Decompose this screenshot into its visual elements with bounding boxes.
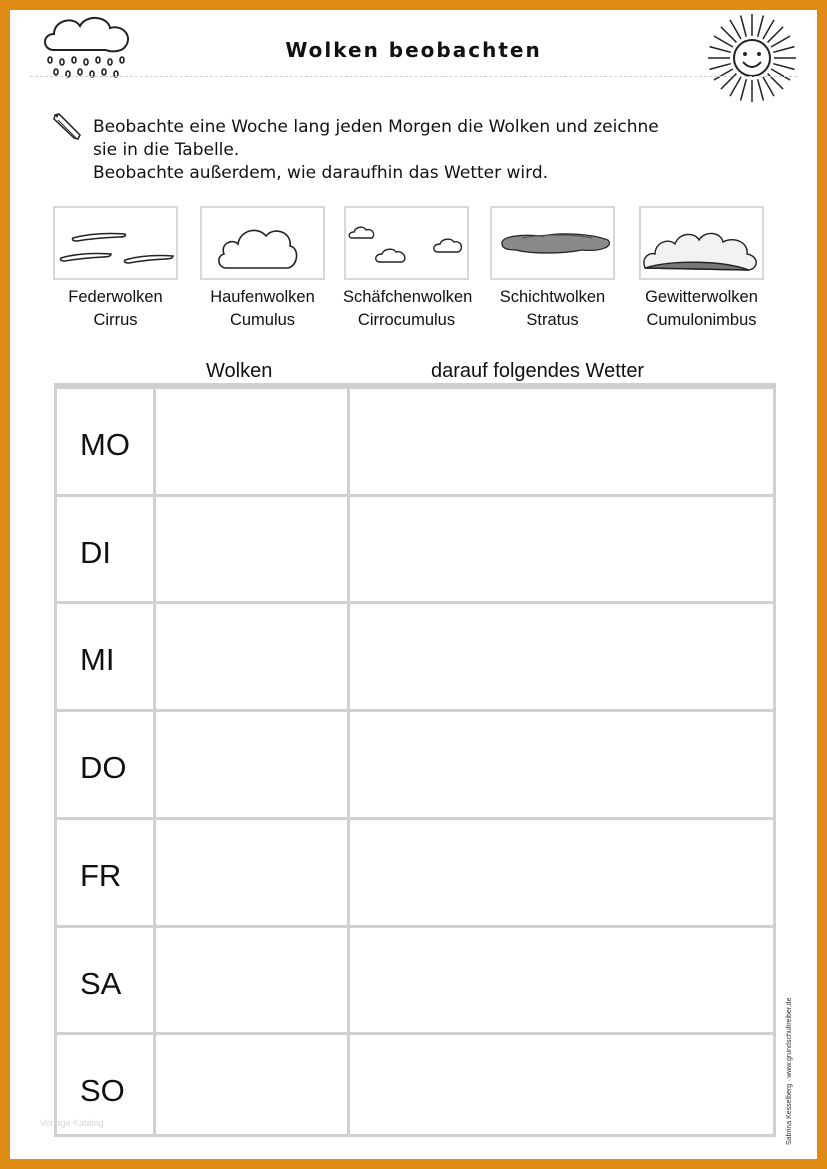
cloud-type-name: Schäfchenwolken — [343, 288, 473, 306]
smiling-sun-icon — [706, 12, 798, 109]
instruction-line: sie in die Tabelle. — [93, 140, 240, 160]
table-row — [57, 1032, 773, 1140]
instruction-line: Beobachte eine Woche lang jeden Morgen die Wolken und zeichne — [93, 117, 659, 137]
page-title: Wolken beobachten — [285, 38, 542, 62]
table-row — [57, 494, 773, 602]
observation-table — [54, 383, 776, 1137]
cloud-type-cumulus — [199, 206, 326, 332]
cloud-type-cirrus — [52, 206, 179, 332]
cloud-type-name: Gewitterwolken — [645, 288, 758, 306]
cloud-type-latin: Cirrus — [93, 311, 138, 329]
day-label: DI — [80, 534, 111, 570]
cumulus-cloud-icon — [200, 206, 325, 280]
header-divider — [30, 76, 797, 77]
day-label: SA — [80, 965, 122, 1001]
cloud-type-latin: Cirrocumulus — [357, 311, 456, 329]
cirrocumulus-cloud-icon — [344, 206, 469, 280]
cloud-type-cumulonimbus — [638, 206, 765, 332]
day-label: MI — [80, 642, 115, 678]
day-label: SO — [80, 1073, 125, 1109]
table-row — [57, 601, 773, 709]
cloud-type-name: Haufenwolken — [210, 288, 315, 306]
pencil-icon — [52, 112, 82, 147]
watermark: Vorlage Katalog — [40, 1118, 104, 1128]
day-label: DO — [80, 750, 127, 786]
column-header-wetter: darauf folgendes Wetter — [431, 360, 645, 382]
cloud-type-cirrocumulus — [343, 206, 473, 332]
cirrus-cloud-icon — [53, 206, 178, 280]
instructions — [93, 116, 659, 185]
table-row — [57, 386, 773, 494]
cloud-type-name: Federwolken — [68, 288, 163, 306]
cumulonimbus-cloud-icon — [639, 206, 764, 280]
cloud-type-latin: Stratus — [526, 311, 579, 329]
day-label: FR — [80, 857, 122, 893]
cloud-type-stratus — [489, 206, 616, 332]
day-label: MO — [80, 427, 130, 462]
table-row — [57, 709, 773, 817]
instruction-line: Beobachte außerdem, wie daraufhin das Wetter wird. — [93, 163, 549, 183]
cloud-type-latin: Cumulus — [229, 311, 296, 329]
author-credit: Sabrina Kesselberg · www.grundschultreiber.de — [786, 997, 793, 1145]
table-row — [57, 925, 773, 1033]
column-header-wolken: Wolken — [206, 360, 273, 382]
cloud-type-name: Schichtwolken — [499, 288, 606, 306]
cloud-type-latin: Cumulonimbus — [646, 311, 757, 329]
stratus-cloud-icon — [490, 206, 615, 280]
table-row — [57, 817, 773, 925]
